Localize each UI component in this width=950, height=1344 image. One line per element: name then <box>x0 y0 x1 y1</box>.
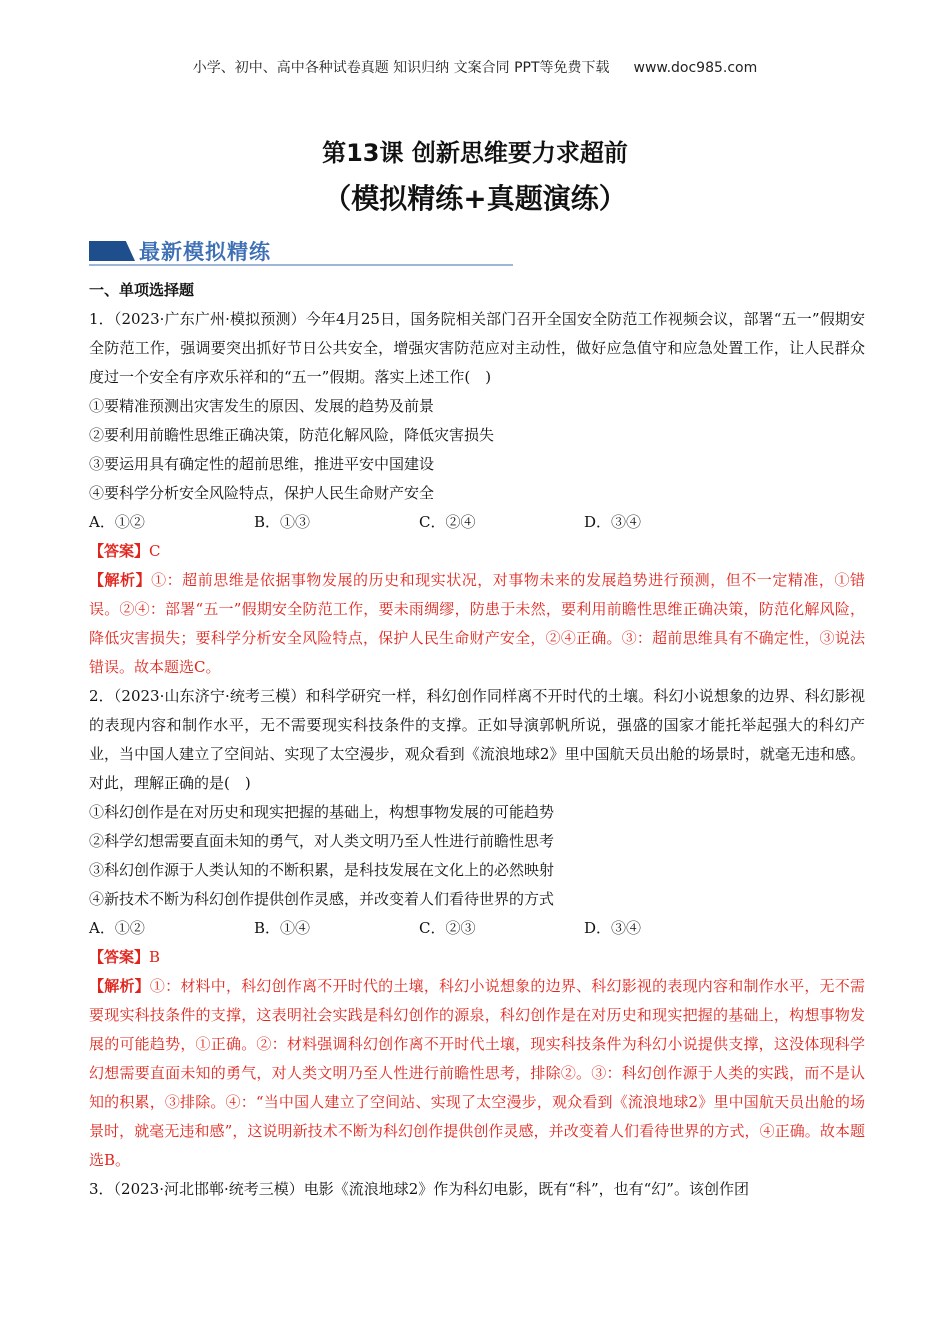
statement-option: ③科幻创作源于人类认知的不断积累，是科技发展在文化上的必然映射 <box>89 861 555 879</box>
choice-d: D．③④ <box>584 513 642 531</box>
answer-line <box>89 943 865 972</box>
question-stem: 1．（2023·广东广州·模拟预测）今年4月25日，国务院相关部门召开全国安全防范工作视频会议，部署“五一”假期安全防范工作，强调要突出抓好节日公共安全，增强灾害防范应对主动性，做好应急值守和应急处置工作，让人民群众度过一个安全有序欢乐祥和的“五一”假期。落实上述工作( ) <box>89 310 865 386</box>
question-stem: 3．（2023·河北邯郸·统考三模）电影《流浪地球2》作为科幻电影，既有“科”，也有“幻”。该创作团 <box>89 1180 749 1198</box>
choice-a: A．①② <box>89 513 145 531</box>
statement-option: ②科学幻想需要直面未知的勇气，对人类文明乃至人性进行前瞻性思考 <box>89 832 555 850</box>
banner-title: 最新模拟精练 <box>139 240 271 264</box>
answer-choices <box>89 914 865 943</box>
question-3 <box>89 1175 865 1204</box>
lesson-subtitle: （模拟精练+真题演练） <box>323 182 627 215</box>
choice-b: B．①④ <box>254 919 311 937</box>
question-stem: 2．（2023·山东济宁·统考三模）和科学研究一样，科幻创作同样离不开时代的土壤。科幻小说想象的边界、科幻影视的表现内容和制作水平，无不需要现实科技条件的支撑。正如导演郭帆所说，强盛的国家才能托举起强大的科幻产业，当中国人建立了空间站、实现了太空漫步，观众看到《流浪地球2》里中国航天员出舱的场景时，就毫无违和感。对此，理解正确的是( ) <box>89 687 865 792</box>
statement-option: ④要科学分析安全风险特点，保护人民生命财产安全 <box>89 484 435 502</box>
statement-option: ①科幻创作是在对历史和现实把握的基础上，构想事物发展的可能趋势 <box>89 803 555 821</box>
statement-option: ②要利用前瞻性思维正确决策，防范化解风险，降低灾害损失 <box>89 426 495 444</box>
choice-a: A．①② <box>89 919 145 937</box>
document-body <box>89 276 865 1204</box>
answer-value: B <box>149 948 161 966</box>
analysis-label: 【解析】 <box>89 977 150 995</box>
question-1 <box>89 305 865 682</box>
answer-choices <box>89 508 865 537</box>
choice-c: C．②④ <box>419 513 476 531</box>
analysis-text: ①：材料中，科幻创作离不开时代的土壤，科幻小说想象的边界、科幻影视的表现内容和制作水平，无不需要现实科技条件的支撑，这表明社会实践是科幻创作的源泉，科幻创作是在对历史和现实把握的基础上，构想事物发展的可能趋势，①正确。②：材料强调科幻创作离不开时代土壤，现实科技条件为科幻小说提供支撑，这没体现科学幻想需要直面未知的勇气，对人类文明乃至人性进行前瞻性思考，排除②。③：科幻创作源于人类的实践，而不是认知的积累，③排除。④：“当中国人建立了空间站、实现了太空漫步，观众看到《流浪地球2》里中国航天员出舱的场景时，就毫无违和感”，这说明新技术不断为科幻创作提供创作灵感，并改变着人们看待世界的方式，④正确。故本题选B。 <box>89 977 865 1169</box>
answer-label: 【答案】 <box>89 948 150 966</box>
header-text: 小学、初中、高中各种试卷真题 知识归纳 文案合同 PPT等免费下载 <box>192 60 610 76</box>
lesson-title: 第13课 创新思维要力求超前 <box>322 139 628 167</box>
analysis-paragraph <box>89 566 865 682</box>
section-heading: 一、单项选择题 <box>89 281 195 299</box>
analysis-paragraph <box>89 972 865 1175</box>
banner-underline <box>89 264 513 266</box>
choice-d: D．③④ <box>584 919 642 937</box>
section-banner <box>89 236 513 266</box>
statement-option: ④新技术不断为科幻创作提供创作灵感，并改变着人们看待世界的方式 <box>89 890 555 908</box>
analysis-text: ①：超前思维是依据事物发展的历史和现实状况，对事物未来的发展趋势进行预测，但不一定精准，①错误。②④：部署“五一”假期安全防范工作，要未雨绸缪，防患于未然，要利用前瞻性思维正确决策，防范化解风险，降低灾害损失；要科学分析安全风险特点，保护人民生命财产安全，②④正确。③：超前思维具有不确定性，③说法错误。故本题选C。 <box>89 571 865 676</box>
choice-c: C．②③ <box>419 919 476 937</box>
statement-option: ③要运用具有确定性的超前思维，推进平安中国建设 <box>89 455 435 473</box>
choice-b: B．①③ <box>254 513 311 531</box>
statement-option: ①要精准预测出灾害发生的原因、发展的趋势及前景 <box>89 397 435 415</box>
question-2 <box>89 682 865 1175</box>
answer-value: C <box>149 542 161 560</box>
analysis-label: 【解析】 <box>89 571 152 589</box>
answer-label: 【答案】 <box>89 542 150 560</box>
page-header <box>0 57 950 77</box>
answer-line <box>89 537 865 566</box>
header-site-link[interactable]: www.doc985.com <box>633 60 758 76</box>
banner-bar-decoration <box>89 241 135 261</box>
